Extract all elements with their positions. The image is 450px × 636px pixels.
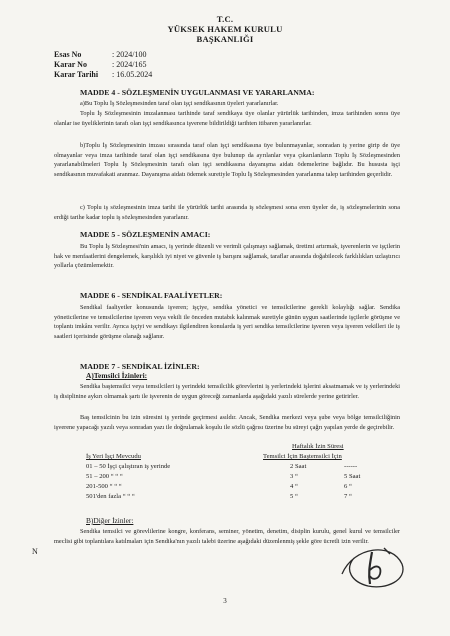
- table-row-range: 501'den fazla “ “ “: [86, 493, 135, 500]
- meta-value: : 2024/100: [112, 50, 147, 59]
- meta-label: Karar Tarihi: [54, 70, 99, 79]
- meta-karar: [54, 60, 146, 69]
- meta-label: Esas No: [54, 50, 82, 59]
- meta-label: Karar No: [54, 60, 87, 69]
- section-b-title: B)Diğer İzinler:: [86, 516, 134, 525]
- table-header-workers: İş Yeri İşçi Mevcudu: [86, 453, 141, 460]
- header-presidency: BAŞKANLIĞI: [196, 34, 254, 44]
- table-row-range: 51 – 200 “ “ “: [86, 473, 123, 480]
- header-tc: T.C.: [216, 14, 234, 24]
- table-header-roles: Temsilci İçin Baştemsilci İçin: [263, 453, 342, 460]
- table-row-rep: 4 “: [290, 483, 298, 490]
- table-row-chief: 6 “: [344, 483, 352, 490]
- article-7-pB: Sendika temsilci ve görevlilerine kongre, konferans, seminer, yönetim, denetim, disiplin kurulu, genel kurul ve temsilciler meclisi gibi toplantılara katılmaları için Sendika'nın yazılı talebi üzerine aşağıdaki düzenlenmiş şekle göre ücretli izin verilir.: [54, 528, 400, 545]
- article-6-title: MADDE 6 - SENDİKAL FAALİYETLER:: [80, 291, 223, 300]
- table-row-range: 01 – 50 İşçi çalıştıran iş yerinde: [86, 463, 171, 470]
- section-a-title: A)Temsilci İzinleri:: [86, 371, 148, 380]
- article-4-a: a)Bu Toplu İş Sözleşmesinden taraf olan işçi sendikasının üyeleri yararlanırlar.: [80, 100, 279, 107]
- table-row-rep: 5 “: [290, 493, 298, 500]
- article-4-p1: Toplu İş Sözleşmesinin imzalanması tarihinde taraf sendikaya üye olanlar yürürlük tarihinden, imza tarihinden sonra üye olanlar ise üyeliklerinin tarafı olan işçi sendikasınca işverene bildirildiği tarihten itibaren yararlanırlar.: [54, 110, 400, 127]
- meta-esas: [54, 50, 146, 59]
- table-row-chief: ------: [344, 463, 358, 470]
- margin-handwritten-mark: N: [32, 547, 38, 556]
- table-row-chief: 5 Saat: [344, 473, 361, 480]
- article-7-p2: Baş temsilcinin bu izin süresini iş yerinde geçirmesi asıldır. Ancak, Sendika merkezi veya şube veya bölge temsilciliğinin işverene yapacağı yazılı veya sonradan yazı ile doğrulamak koşulu ile sözlü çağrısı üzerine bu süreyi çağrı yapılan yerde de geçirebilir.: [54, 414, 400, 431]
- article-6-body: Sendikal faaliyetler konusunda işveren; işçiye, sendika yönetici ve temsilcilerine gerekli kolaylığı sağlar. Sendika yöneticilerine ve temsilcilerine işveren veya vekili ile önceden mutabık kalınmak suretiyle günün uygun saatlerinde işçilerle görüşme ve toplantı imkânı verilir. Ayrıca işçiyi ve sendikayı ilgilendiren konularda iş yeri sendika temsilcilerine işveren veya işveren vekilleri ile iş saatleri içerisinde görüşme olanağı sağlanır.: [54, 304, 400, 340]
- header-court: YÜKSEK HAKEM KURULU: [167, 24, 283, 34]
- article-7-title: MADDE 7 - SENDİKAL İZİNLER:: [80, 362, 200, 371]
- table-row-chief: 7 “: [344, 493, 352, 500]
- meta-tarih: [54, 70, 152, 79]
- article-4-title: MADDE 4 - SÖZLEŞMENİN UYGULANMASI VE YARARLANMA:: [80, 88, 315, 97]
- table-row-rep: 3 “: [290, 473, 298, 480]
- meta-value: : 2024/165: [112, 60, 147, 69]
- table-header-weekly: Haftalık İzin Süresi: [292, 443, 344, 450]
- article-4-b: b)Toplu İş Sözleşmesinin imzası sırasında taraf olan işçi sendikasına üye bulunmayanlar, sonradan iş yerine girip de üye olmayanlar veya imza tarihinde taraf olan işçi sendikasına üye bulunup da ayrılanlar veya çıkarılanların Toplu İş Sözleşmesinden yararlanabilmeleri Toplu İş Sözleşmesinin tarafı olan işçi sendikasına dayanışma aidatı ödemelerine bağlıdır. Bu hususta işçi sendikasının muvafakati aranmaz. Dayanışma aidatı ödemek suretiyle Toplu İş Sözleşmesinden yararlanma talep tarihinden geçerlidir.: [54, 142, 400, 178]
- article-5-title: MADDE 5 - SÖZLEŞMENİN AMACI:: [80, 230, 211, 239]
- table-row-rep: 2 Saat: [290, 463, 307, 470]
- article-4-c: c) Toplu iş sözleşmesinin imza tarihi ile yürürlük tarihi arasında iş sözleşmesi sona eren üyeler de, iş sözleşmelerinin sona erdiği tarihe kadar toplu iş sözleşmesinden yararlanır.: [54, 204, 400, 221]
- table-row-range: 201-500 “ “ “: [86, 483, 122, 490]
- article-5-body: Bu Toplu İş Sözleşmesi'nin amacı, iş yerinde düzenli ve verimli çalışmayı sağlamak, üretimi artırmak, işverenlerin ve işçilerin hak ve menfaatlerini dengelemek, karşılıklı iyi niyet ve güvenle iş barışını sağlamak, taraflar arasında doğabilecek farklılıkları uzlaştırıcı yollarla çözümlemektir.: [54, 243, 400, 270]
- article-7-p1: Sendika baştemsilci veya temsilcileri iş yerindeki temsilcilik görevlerini iş yerlerindeki işlerini aksatmamak ve iş yerlerindeki iş disiplinine aykırı olmamak şartı ile işverenin de uygun göreceği zamanlarda aşağıdaki yazılı sürelerde yerine getirirler.: [54, 383, 400, 400]
- page-number: 3: [223, 597, 227, 605]
- meta-value: : 16.05.2024: [112, 70, 153, 79]
- handwritten-initials: [334, 540, 410, 592]
